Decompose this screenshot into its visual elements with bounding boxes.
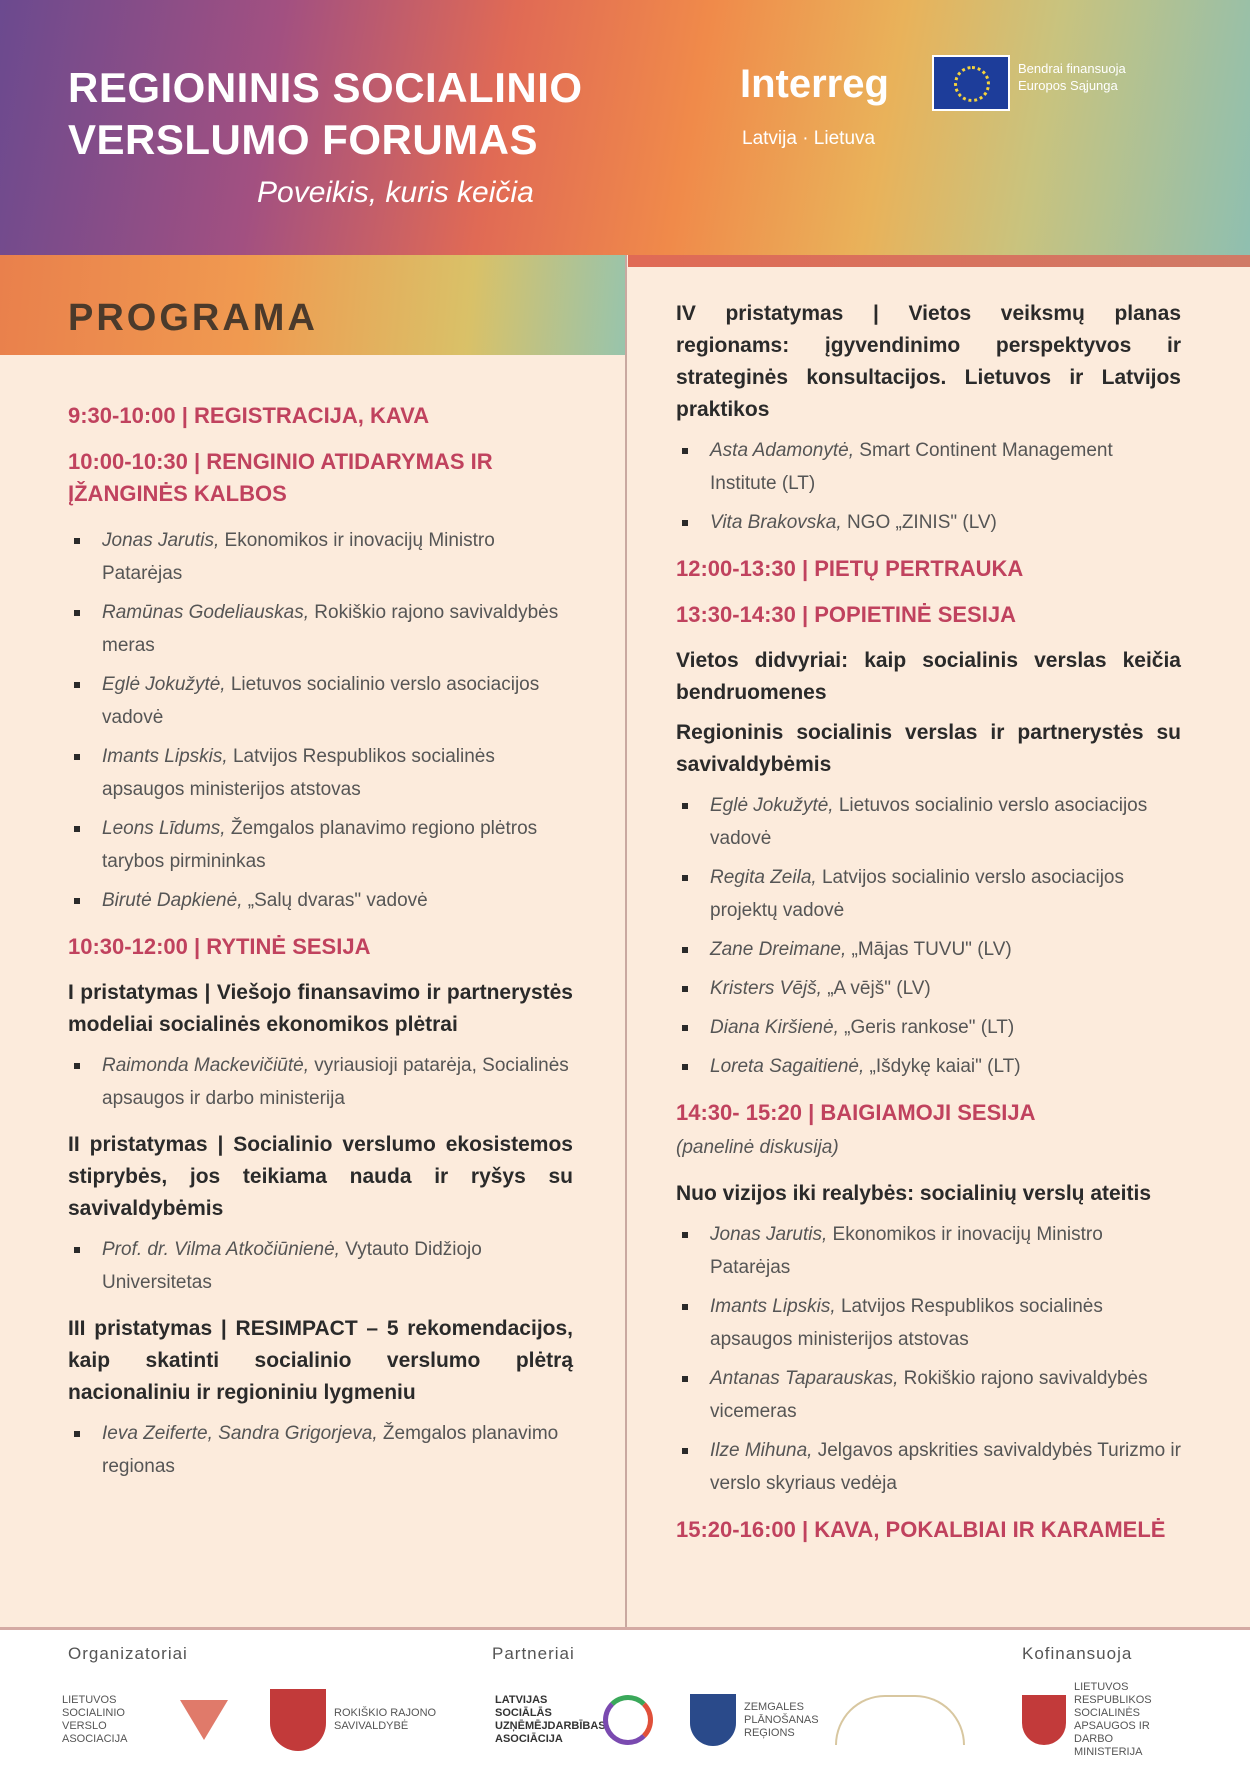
eu-text-line-2: Europos Sąjunga [1018, 78, 1118, 93]
forum-title [68, 62, 583, 166]
speaker-name: Ieva Zeiferte, Sandra Grigorjeva, [102, 1423, 378, 1444]
interreg-logo: Interreg [740, 62, 889, 106]
speaker-role: vyriausioji patarėja, Socialinės apsaugos ir darbo ministerija [102, 1055, 569, 1109]
speaker-role: Jelgavos apskrities savivaldybės Turizmo ir verslo skyriaus vedėja [710, 1440, 1181, 1494]
speaker-name: Ramūnas Godeliauskas, [102, 602, 309, 623]
lithuania-coat-of-arms-icon [1022, 1695, 1066, 1745]
speaker-role: „Mājas TUVU" (LV) [851, 939, 1012, 960]
title-line-1: REGIONINIS SOCIALINIO [68, 64, 583, 111]
right-column [676, 298, 1181, 1560]
speaker-item [676, 972, 1181, 1005]
manor-emblem-icon [835, 1695, 965, 1745]
speaker-item [676, 1050, 1181, 1083]
logo-text: ROKIŠKIO RAJONO SAVIVALDYBĖ [334, 1707, 437, 1732]
speaker-item [68, 740, 573, 806]
speaker-role: Žemgalos planavimo regiono plėtros tarybos pirmininkas [102, 818, 538, 872]
speaker-role: Vytauto Didžiojo Universitetas [102, 1239, 482, 1293]
speaker-name: Birutė Dapkienė, [102, 890, 243, 911]
programa-title: PROGRAMA [68, 297, 318, 339]
speaker-list [676, 434, 1181, 539]
speaker-role: Žemgalos planavimo regionas [102, 1423, 559, 1477]
speaker-role: „Išdykę kaiai" (LT) [869, 1056, 1021, 1077]
column-divider [625, 255, 627, 1627]
speaker-name: Zane Dreimane, [710, 939, 847, 960]
speaker-name: Loreta Sagaitienė, [710, 1056, 865, 1077]
speaker-role: Ekonomikos ir inovacijų Ministro Patarėjas [102, 530, 495, 584]
network-logo-icon [603, 1695, 653, 1745]
logo-rokiskis-municipality [270, 1685, 470, 1755]
speaker-item [676, 1290, 1181, 1356]
speaker-role: Latvijos Respublikos socialinės apsaugos ministerijos atstovas [102, 746, 495, 800]
logo-manor [835, 1685, 985, 1755]
session-title: Regioninis socialinis verslas ir partnerystės su savivaldybėmis [676, 721, 1181, 776]
speaker-role: Lietuvos socialinio verslo asociacijos vadovė [710, 795, 1148, 849]
cofinance-label: Kofinansuoja [1022, 1644, 1133, 1663]
speaker-item [676, 434, 1181, 500]
speaker-item [676, 789, 1181, 855]
presentation-title: III pristatymas | RESIMPACT – 5 rekomendacijos, kaip skatinti socialinio verslumo plėtrą nacionaliniu ir regioniniu lygmeniu [68, 1317, 573, 1404]
speaker-item [676, 1218, 1181, 1284]
speaker-role: Latvijos Respublikos socialinės apsaugos ministerijos atstovas [710, 1296, 1103, 1350]
speaker-name: Ilze Mihuna, [710, 1440, 813, 1461]
speaker-name: Vita Brakovska, [710, 512, 842, 533]
speaker-list [68, 1233, 573, 1299]
speaker-item [68, 812, 573, 878]
speaker-role: Rokiškio rajono savivaldybės meras [102, 602, 559, 656]
organizers-label: Organizatoriai [68, 1644, 188, 1663]
session-title: Vietos didvyriai: kaip socialinis verslas keičia bendruomenes [676, 649, 1181, 704]
speaker-list [68, 1049, 573, 1115]
speaker-list [68, 1417, 573, 1483]
logo-social-business-association [62, 1685, 242, 1755]
time-slot: 12:00-13:30 | PIETŲ PERTRAUKA [676, 556, 1024, 581]
header-strip [628, 255, 1250, 267]
speaker-role: NGO „ZINIS" (LV) [846, 512, 997, 533]
partners-label: Partneriai [492, 1644, 575, 1663]
speaker-role: „Geris rankose" (LT) [844, 1017, 1015, 1038]
speaker-item [68, 668, 573, 734]
speaker-item [68, 1049, 573, 1115]
time-slot: 14:30- 15:20 | BAIGIAMOJI SESIJA [676, 1100, 1036, 1125]
speaker-name: Jonas Jarutis, [102, 530, 220, 551]
speaker-name: Jonas Jarutis, [710, 1224, 828, 1245]
time-slot: 10:30-12:00 | RYTINĖ SESIJA [68, 934, 371, 959]
left-column [68, 400, 573, 1497]
logo-text: LIETUVOS RESPUBLIKOS SOCIALINĖS APSAUGOS IR DARBO MINISTERIJA [1074, 1681, 1152, 1758]
session-title: Nuo vizijos iki realybės: socialinių verslų ateitis [676, 1182, 1152, 1205]
speaker-name: Imants Lipskis, [102, 746, 228, 767]
header-banner [0, 0, 1250, 255]
speaker-name: Antanas Taparauskas, [710, 1368, 899, 1389]
coat-of-arms-icon [270, 1689, 326, 1751]
heart-logo-icon [180, 1700, 228, 1740]
speaker-item [68, 1417, 573, 1483]
presentation-title: II pristatymas | Socialinio verslumo ekosistemos stiprybės, jos teikiama nauda ir ryšys su savivaldybėmis [68, 1133, 573, 1220]
speaker-item [68, 884, 573, 917]
logo-social-ministry [1022, 1681, 1192, 1758]
speaker-item [68, 524, 573, 590]
speaker-role: Smart Continent Management Institute (LT) [710, 440, 1113, 494]
speaker-role: Rokiškio rajono savivaldybės vicemeras [710, 1368, 1148, 1422]
zemgale-shield-icon [690, 1694, 736, 1746]
speaker-role: Lietuvos socialinio verslo asociacijos vadovė [102, 674, 540, 728]
footer [0, 1627, 1250, 1774]
time-slot: 9:30-10:00 | REGISTRACIJA, KAVA [68, 403, 430, 428]
eu-flag-icon [932, 55, 1010, 111]
time-slot: 15:20-16:00 | KAVA, POKALBIAI IR KARAMELĖ [676, 1517, 1166, 1542]
speaker-name: Prof. dr. Vilma Atkočiūnienė, [102, 1239, 340, 1260]
logo-text: LATVIJAS SOCIĀLĀS UZŅĒMĒJDARBĪBAS ASOCIĀCIJA [495, 1694, 606, 1745]
presentation-title: IV pristatymas | Vietos veiksmų planas regionams: įgyvendinimo perspektyvos ir strateginės konsultacijos. Lietuvos ir Latvijos praktikos [676, 302, 1181, 421]
speaker-item [676, 1362, 1181, 1428]
speaker-name: Regita Zeila, [710, 867, 817, 888]
forum-subtitle: Poveikis, kuris keičia [257, 176, 534, 209]
speaker-name: Asta Adamonytė, [710, 440, 854, 461]
speaker-name: Imants Lipskis, [710, 1296, 836, 1317]
speaker-name: Kristers Vējš, [710, 978, 822, 999]
speaker-role: „A vējš" (LV) [827, 978, 931, 999]
logo-text: LIETUVOS SOCIALINIO VERSLO ASOCIACIJA [62, 1694, 128, 1745]
speaker-name: Eglė Jokužytė, [102, 674, 226, 695]
speaker-name: Diana Kiršienė, [710, 1017, 839, 1038]
title-line-2: VERSLUMO FORUMAS [68, 116, 538, 163]
speaker-list [676, 1218, 1181, 1500]
speaker-item [676, 933, 1181, 966]
speaker-list [68, 524, 573, 917]
speaker-role: Ekonomikos ir inovacijų Ministro Patarėjas [710, 1224, 1103, 1278]
speaker-item [676, 506, 1181, 539]
logo-text: ZEMGALES PLĀNOŠANAS REĢIONS [744, 1700, 819, 1739]
logo-zemgale-region [690, 1685, 819, 1755]
speaker-list [676, 789, 1181, 1083]
speaker-item [676, 861, 1181, 927]
time-slot: 13:30-14:30 | POPIETINĖ SESIJA [676, 602, 1016, 627]
eu-text-line-1: Bendrai finansuoja [1018, 61, 1126, 76]
speaker-name: Raimonda Mackevičiūtė, [102, 1055, 309, 1076]
eu-stars-icon [954, 66, 990, 102]
speaker-role: Latvijos socialinio verslo asociacijos projektų vadovė [710, 867, 1124, 921]
logo-latvia-social-enterprise [495, 1685, 665, 1755]
speaker-role: „Salų dvaras" vadovė [247, 890, 428, 911]
eu-cofinance-text [1018, 60, 1126, 94]
speaker-item [68, 596, 573, 662]
session-note: (panelinė diskusija) [676, 1137, 839, 1158]
speaker-name: Eglė Jokužytė, [710, 795, 834, 816]
speaker-item [676, 1011, 1181, 1044]
speaker-name: Leons Līdums, [102, 818, 226, 839]
interreg-subtitle: Latvija · Lietuva [742, 128, 876, 149]
time-slot: 10:00-10:30 | RENGINIO ATIDARYMAS IR ĮŽANGINĖS KALBOS [68, 449, 493, 506]
speaker-item [676, 1434, 1181, 1500]
speaker-item [68, 1233, 573, 1299]
presentation-title: I pristatymas | Viešojo finansavimo ir partnerystės modeliai socialinės ekonomikos plėtrai [68, 981, 573, 1036]
